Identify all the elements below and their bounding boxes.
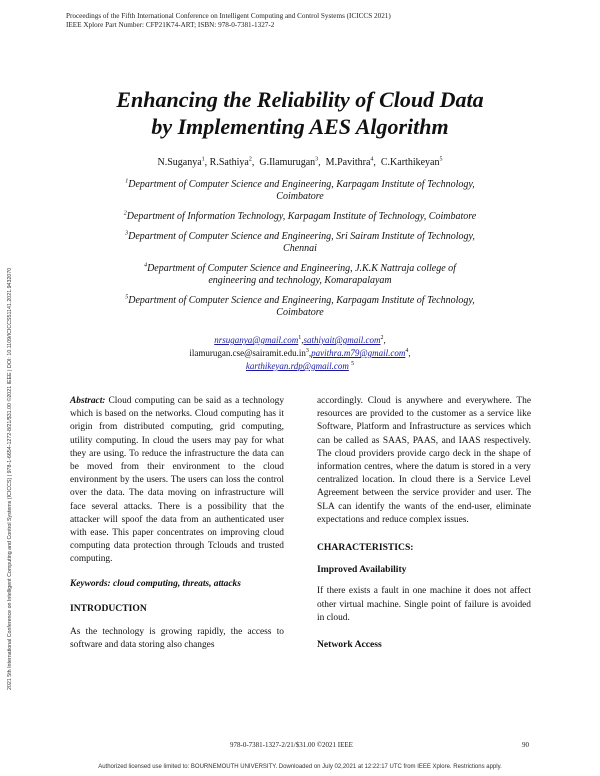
title-line2: by Implementing AES Algorithm	[151, 114, 449, 139]
intro-heading: INTRODUCTION	[70, 602, 147, 614]
author-name: R.Sathiya	[209, 157, 249, 168]
page-number: 90	[522, 741, 529, 749]
abstract	[70, 395, 284, 567]
email-sup: 1	[298, 335, 302, 341]
author-sup: 1	[201, 156, 205, 163]
affiliation-line: Chennai	[283, 243, 317, 254]
affiliation-line: engineering and technology, Komarapalayam	[208, 275, 392, 286]
left-column	[70, 395, 284, 652]
right-column	[317, 395, 531, 651]
running-header-line1: Proceedings of the Fifth International Conference on Intelligent Computing and Control Systems (ICICCS 2021)	[66, 12, 391, 20]
intro-text: As the technology is growing rapidly, the access to software and data storing also changes	[70, 627, 284, 651]
abstract-text: Cloud computing can be said as a technology which is based on the networks. Cloud computing has it origin from distributed computing, grid computing, utility computing. In cloud the users may pay for what they are using. To reduce the infrastructure the data can be moved from their environment to the cloud environment by the users. The users can loss the control over the data. The data moving on infrastructure will face several attacks. There is a possibility that the attacker will spoof the data from an authenticated user with ease. This paper concentrates on improving cloud computing data protection through Tclouds and trusted computing.	[70, 396, 285, 565]
affiliation-5	[60, 295, 540, 319]
network-access-heading: Network Access	[317, 639, 382, 651]
affiliation-line: Department of Computer Science and Engineering, J.K.K Nattraja college of	[147, 263, 456, 274]
improved-availability-heading: Improved Availability	[317, 564, 407, 576]
email-sup: 4	[405, 348, 409, 354]
author-sup: 2	[248, 156, 252, 163]
affiliation-line: Department of Computer Science and Engineering, Sri Sairam Institute of Technology,	[128, 231, 475, 242]
keywords	[70, 578, 284, 591]
author-sup: 5	[439, 156, 443, 163]
author-name: N.Suganya	[157, 157, 202, 168]
paper-title	[70, 86, 530, 140]
affiliation-sup: 4	[144, 262, 148, 269]
email-sup: 5	[351, 361, 355, 367]
footer-copyright: 978-0-7381-1327-2/21/$31.00 ©2021 IEEE	[230, 741, 353, 749]
affiliation-sup: 3	[125, 230, 129, 237]
affiliation-1	[60, 179, 540, 203]
email-text-3: ilamurugan.cse@sairamit.edu.in	[189, 348, 306, 358]
author-name: M.Pavithra	[325, 157, 371, 168]
abstract-label: Abstract:	[70, 396, 106, 406]
affiliation-line: Coimbatore	[276, 191, 324, 202]
author-sup: 4	[370, 156, 374, 163]
email-link-2[interactable]: sathiyait@gmail.com	[303, 335, 381, 345]
email-link-1[interactable]: nrsuganya@gmail.com	[214, 335, 299, 345]
author-name: G.Ilamurugan	[259, 157, 316, 168]
affiliation-3	[60, 231, 540, 255]
email-sup: 3	[305, 348, 309, 354]
affiliation-sup: 5	[125, 294, 129, 301]
email-block: nrsuganya@gmail.com$^1$,sathiyait@gmail.com$^2$, $ilamurugan.cse@sairamit.edu.in^3,pavithra.m79@gmail.com^4$, karthikeyan.rdp@gmail.com $^5$	[189, 335, 411, 371]
side-citation-strip: 2021 5th International Conference on Intelligent Computing and Control Systems (ICICCS) | 978-1-6654-1272-8/21/$31.00 ©2021 IEEE | DOI: 10.1109/ICICCS51141.2021.9432070	[7, 267, 13, 690]
affiliation-line: Coimbatore	[276, 307, 324, 318]
characteristics-heading: CHARACTERISTICS:	[317, 542, 414, 554]
affiliation-2	[60, 211, 540, 223]
keywords-text: Keywords: cloud computing, threats, attacks	[70, 578, 241, 589]
improved-availability-text: If there exists a fault in one machine it does not affect other virtual machine. Single point of failure is avoided in cloud.	[317, 586, 531, 623]
body-paragraph: accordingly. Cloud is anywhere and everywhere. The resources are provided to the customer as a service like Software, Platform and Infrastructure as services which can be called as SAAS, PAAS, and IAAS respectively. The cloud providers provide cargo deck in the shape of information centres, where the datum is stored in a very centralized location. In cloud there is a Service Level Agreement between the service provider and user. The SLA can identify the wants of the end-user, eliminate expectations and reduce complex issues.	[317, 396, 531, 525]
affiliation-sup: 2	[123, 210, 127, 217]
affiliation-line: Department of Computer Science and Engineering, Karpagam Institute of Technology,	[128, 295, 475, 306]
affiliation-sup: 1	[125, 178, 129, 185]
author-list: N.Suganya$^1$, R.Sathiya$^2$, G.Ilamurugan$^3$, M.Pavithra$^4$, C.Karthikeyan$^5$	[157, 156, 443, 168]
author-sup: 3	[315, 156, 319, 163]
affiliation-4	[60, 263, 540, 287]
email-sup: 2	[380, 335, 384, 341]
running-header-line2: IEEE Xplore Part Number: CFP21K74-ART; ISBN: 978-0-7381-1327-2	[66, 21, 275, 29]
email-link-5[interactable]: karthikeyan.rdp@gmail.com	[245, 361, 349, 371]
author-name: C.Karthikeyan	[380, 157, 440, 168]
email-link-4[interactable]: pavithra.m79@gmail.com	[311, 348, 406, 358]
title-line1: Enhancing the Reliability of Cloud Data	[116, 87, 484, 112]
affiliation-line: Department of Computer Science and Engineering, Karpagam Institute of Technology,	[128, 179, 475, 190]
license-notice: Authorized licensed use limited to: BOURNEMOUTH UNIVERSITY. Downloaded on July 02,2021 at 12:22:17 UTC from IEEE Xplore. Restrictions apply.	[98, 764, 502, 770]
affiliation-line: Department of Information Technology, Karpagam Institute of Technology, Coimbatore	[126, 211, 477, 222]
